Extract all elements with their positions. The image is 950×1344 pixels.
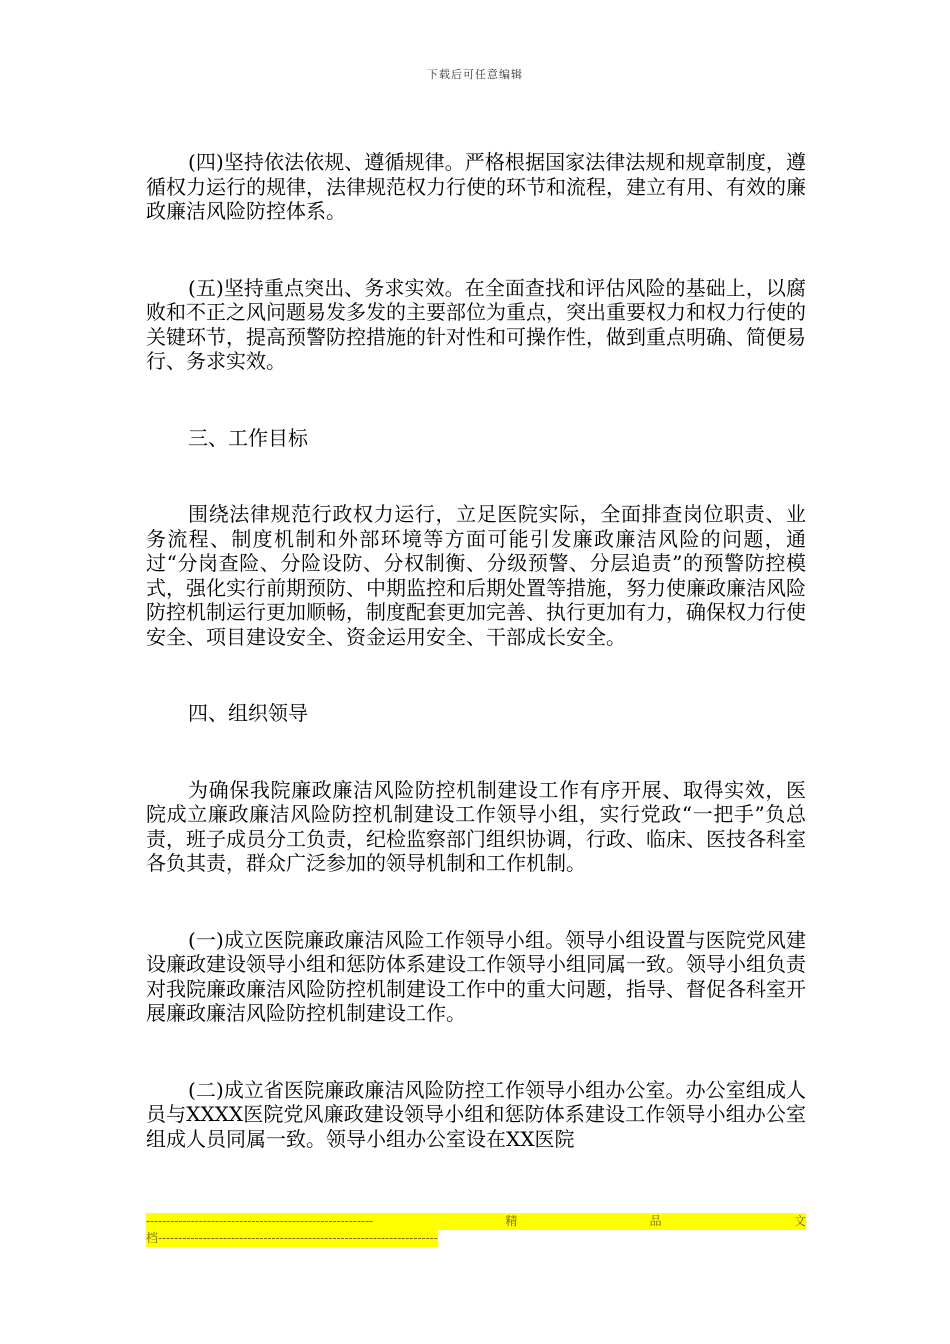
paragraph-leadership-group: (一)成立医院廉政廉洁风险工作领导小组。领导小组设置与医院党风建设廉政建设领导小组和惩防体系建设工作领导小组同属一致。领导小组负责对我院廉政廉洁风险防控机制建设工作中的重大问题，指导、督促各科室开展廉政廉洁风险防控机制建设工作。 xyxy=(146,927,806,1025)
footer-char-wen: 文 xyxy=(793,1214,806,1228)
footer-char-jing: 精 xyxy=(505,1214,518,1228)
paragraph-leadership: 为确保我院廉政廉洁风险防控机制建设工作有序开展、取得实效，医院成立廉政廉洁风险防控机制建设工作领导小组，实行党政“一把手”负总责，班子成员分工负责，纪检监察部门组织协调，行政、临床、医技各科室各负其责，群众广泛参加的领导机制和工作机制。 xyxy=(146,777,806,875)
document-body xyxy=(146,150,806,1151)
section-heading-goals: 三、工作目标 xyxy=(188,425,308,450)
footer-dashes: -------------------------------------------------------- xyxy=(146,1214,374,1228)
footer-char-pin: 品 xyxy=(649,1214,662,1228)
footer-banner-line-2: 档--------------------------------------------------------------------- xyxy=(146,1231,438,1245)
page-header: 下载后可任意编辑 xyxy=(427,68,523,81)
paragraph-leadership-office: (二)成立省医院廉政廉洁风险防控工作领导小组办公室。办公室组成人员与XXXX医院党风廉政建设领导小组和惩防体系建设工作领导小组办公室组成人员同属一致。领导小组办公室设在XX医院 xyxy=(146,1077,806,1151)
paragraph-goals: 围绕法律规范行政权力运行，立足医院实际，全面排查岗位职责、业务流程、制度机制和外部环境等方面可能引发廉政廉洁风险的问题，通过“分岗查险、分险设防、分权制衡、分级预警、分层追责”的预警防控模式，强化实行前期预防、中期监控和后期处置等措施，努力使廉政廉洁风险防控机制运行更加顺畅，制度配套更加完善、执行更加有力，确保权力行使安全、项目建设安全、资金运用安全、干部成长安全。 xyxy=(146,502,806,649)
page-footer xyxy=(146,1213,806,1247)
paragraph-principle-4: (四)坚持依法依规、遵循规律。严格根据国家法律法规和规章制度，遵循权力运行的规律，法律规范权力行使的环节和流程，建立有用、有效的廉政廉洁风险防控体系。 xyxy=(146,150,806,223)
paragraph-principle-5: (五)坚持重点突出、务求实效。在全面查找和评估风险的基础上，以腐败和不正之风问题易发多发的主要部位为重点，突出重要权力和权力行使的关键环节，提高预警防控措施的针对性和可操作性，做到重点明确、简便易行、务求实效。 xyxy=(146,275,806,373)
footer-banner-line xyxy=(146,1213,806,1230)
section-heading-leadership: 四、组织领导 xyxy=(188,701,308,725)
